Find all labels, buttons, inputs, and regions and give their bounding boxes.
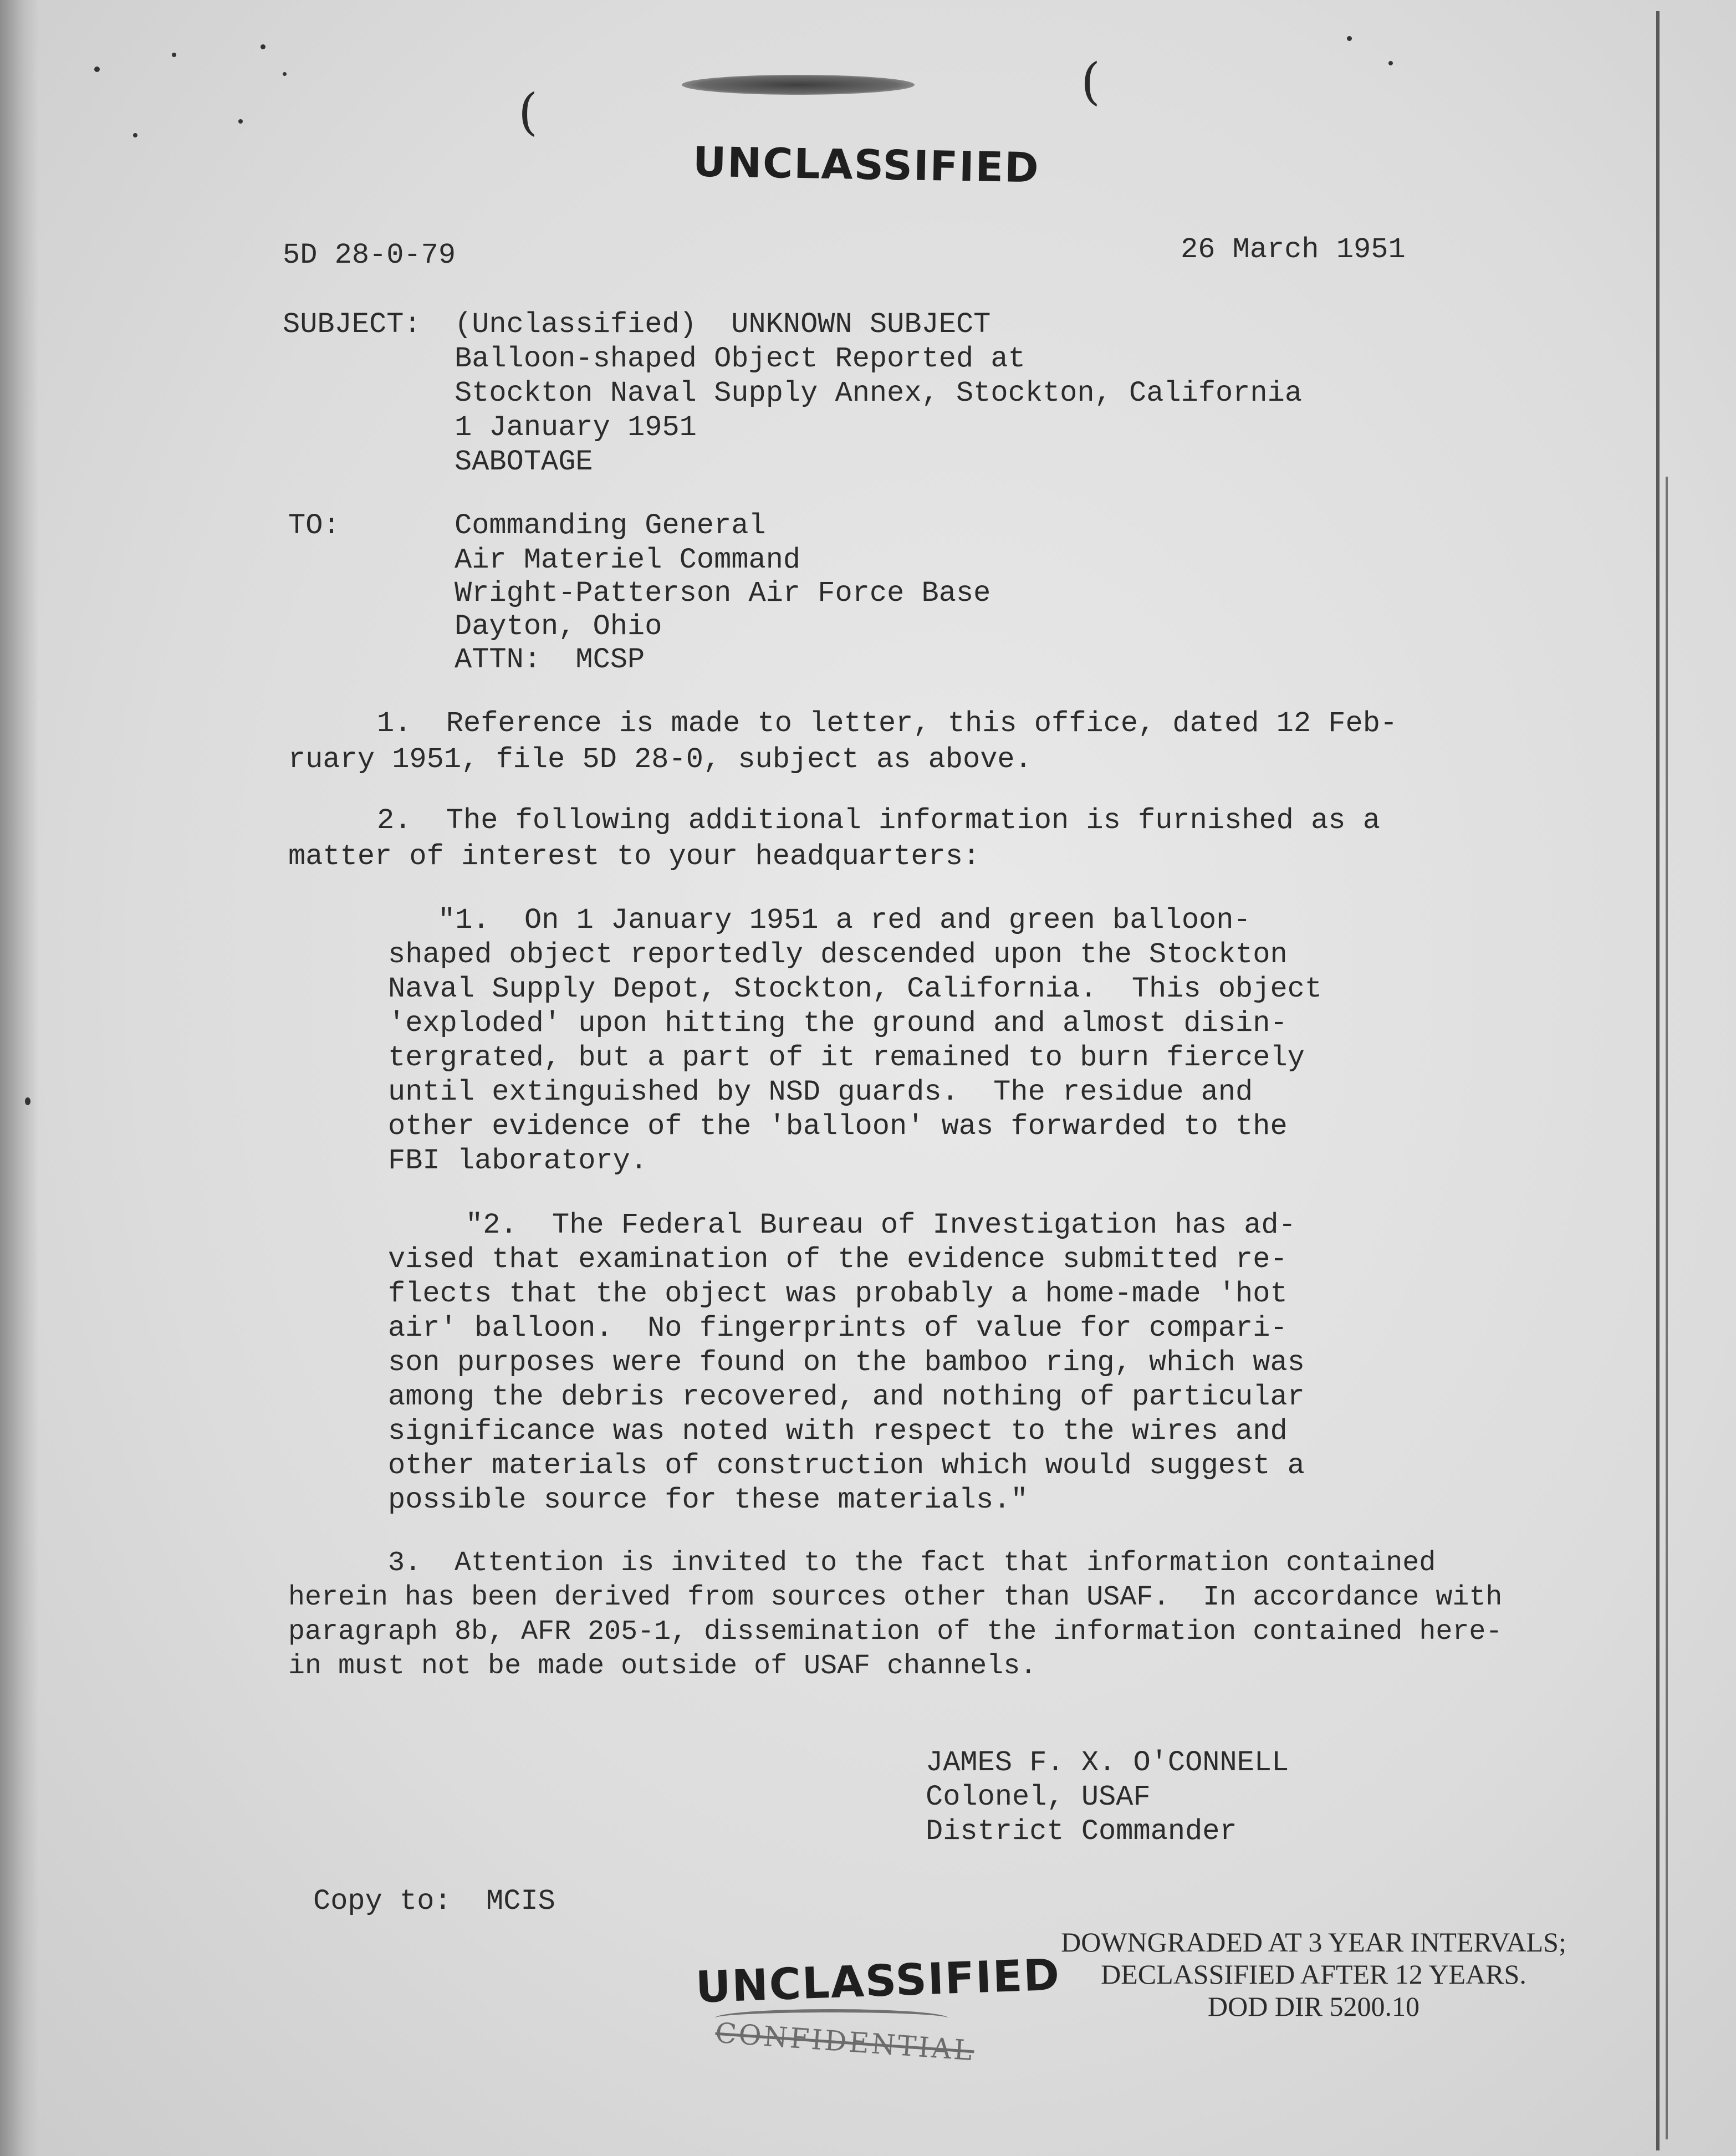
paragraph-1-line: 1. Reference is made to letter, this office, dated 12 Feb-	[377, 707, 1398, 740]
downgrade-line: DOWNGRADED AT 3 YEAR INTERVALS;	[1061, 1927, 1566, 1958]
quote-1-line: tergrated, but a part of it remained to burn fiercely	[388, 1041, 1305, 1074]
quote-1-line: Naval Supply Depot, Stockton, California. This object	[388, 973, 1323, 1005]
paragraph-3-line: 3. Attention is invited to the fact that information contained	[388, 1547, 1436, 1579]
subject-line: 1 January 1951	[455, 411, 697, 444]
subject-line: (Unclassified) UNKNOWN SUBJECT	[455, 308, 991, 341]
quote-2-line: other materials of construction which would suggest a	[388, 1449, 1305, 1482]
redaction-mark-top	[682, 75, 915, 95]
quote-2-line: air' balloon. No fingerprints of value for compari-	[388, 1312, 1288, 1345]
scan-edge-shadow	[0, 0, 39, 2156]
document-date: 26 March 1951	[1181, 233, 1406, 266]
scan-speck	[94, 67, 100, 72]
scan-speck	[1388, 61, 1393, 65]
struck-classification-marking: CONFIDENTIAL	[714, 2016, 976, 2067]
quote-2-line: flects that the object was probably a home-made 'hot	[388, 1278, 1288, 1310]
quote-2-line: possible source for these materials."	[388, 1484, 1028, 1516]
signature-line: Colonel, USAF	[926, 1781, 1151, 1813]
addressee-line: Wright-Patterson Air Force Base	[455, 577, 991, 610]
scan-speck	[283, 72, 287, 76]
scan-speck	[238, 119, 243, 124]
page-edge-rule-secondary	[1666, 477, 1668, 2139]
classification-stamp-bottom: UNCLASSIFIED	[695, 1950, 1061, 2013]
signature-line: District Commander	[926, 1815, 1237, 1848]
addressee-line: Air Materiel Command	[455, 544, 801, 576]
paragraph-3-line: herein has been derived from sources other than USAF. In accordance with	[288, 1582, 1503, 1613]
subject-line: SABOTAGE	[455, 446, 593, 478]
paragraph-1-line: ruary 1951, file 5D 28-0, subject as above.	[288, 743, 1032, 776]
quote-1-line: until extinguished by NSD guards. The residue and	[388, 1076, 1253, 1108]
scan-speck	[261, 44, 265, 49]
paragraph-3-line: in must not be made outside of USAF channels.	[288, 1651, 1037, 1682]
paragraph-2-line: matter of interest to your headquarters:	[288, 840, 981, 873]
page-edge-rule	[1656, 11, 1660, 2150]
downgrade-notice	[992, 1926, 1635, 2022]
downgrade-line: DOD DIR 5200.10	[1208, 1991, 1420, 2022]
quote-2-line: significance was noted with respect to the wires and	[388, 1415, 1288, 1448]
paragraph-3-line: paragraph 8b, AFR 205-1, dissemination of the information contained here-	[288, 1616, 1503, 1648]
quote-2-line: among the debris recovered, and nothing of particular	[388, 1381, 1305, 1413]
signature-line: JAMES F. X. O'CONNELL	[926, 1746, 1289, 1779]
paragraph-2-line: 2. The following additional information is furnished as a	[377, 804, 1380, 837]
quote-1-line: other evidence of the 'balloon' was forwarded to the	[388, 1110, 1288, 1143]
quote-2-line: son purposes were found on the bamboo ring, which was	[388, 1346, 1305, 1379]
addressee-line: Dayton, Ohio	[455, 610, 662, 643]
stray-mark: (	[1081, 53, 1101, 111]
quote-1-line: 'exploded' upon hitting the ground and almost disin-	[388, 1007, 1288, 1040]
copy-to: Copy to: MCIS	[313, 1885, 555, 1918]
scan-speck	[1347, 36, 1352, 41]
stray-mark: (	[518, 83, 538, 141]
subject-label: SUBJECT:	[283, 308, 421, 341]
subject-line: Balloon-shaped Object Reported at	[455, 343, 1025, 375]
addressee-line: ATTN: MCSP	[455, 643, 645, 676]
quote-1-line: shaped object reportedly descended upon the Stockton	[388, 938, 1288, 971]
subject-line: Stockton Naval Supply Annex, Stockton, California	[455, 377, 1303, 410]
quote-1-line: "1. On 1 January 1951 a red and green balloon-	[438, 904, 1251, 937]
file-number: 5D 28-0-79	[283, 239, 456, 272]
scan-speck	[133, 133, 137, 137]
classification-stamp-top: UNCLASSIFIED	[692, 138, 1040, 192]
quote-2-line: vised that examination of the evidence submitted re-	[388, 1243, 1288, 1276]
quote-1-line: FBI laboratory.	[388, 1145, 648, 1177]
downgrade-line: DECLASSIFIED AFTER 12 YEARS.	[1101, 1959, 1526, 1990]
to-label: TO:	[288, 509, 340, 542]
scan-speck	[25, 1097, 30, 1105]
addressee-line: Commanding General	[455, 509, 766, 542]
scan-speck	[172, 53, 176, 57]
quote-2-line: "2. The Federal Bureau of Investigation has ad-	[466, 1209, 1296, 1242]
